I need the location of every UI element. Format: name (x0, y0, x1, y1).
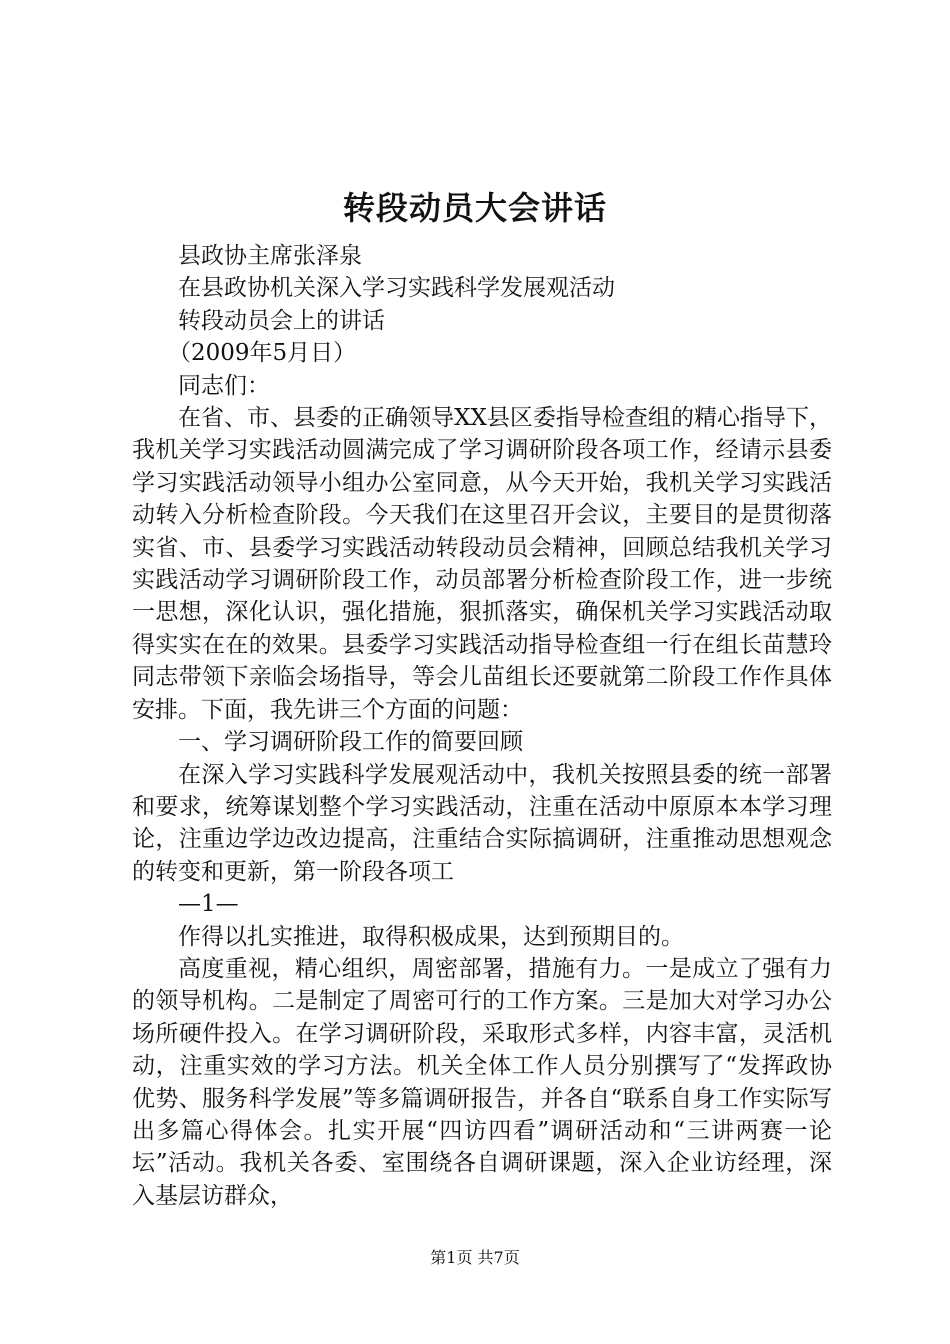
date-line: （2009年5月日） (168, 340, 357, 367)
page-footer: 第1页 共7页 (430, 1248, 520, 1267)
paragraph: 在省、市、县委的正确领导XX县区委指导检查组的精心指导下，我机关学习实践活动圆满完成了学习调研阶段各项工作，经请示县委学习实践活动领导小组办公室同意，从今天开始，我机关学习实践活动转入分析检查阶段。今天我们在这里召开会议，主要目的是贯彻落实省、市、县委学习实践活动转段动员会精神，回顾总结我机关学习实践活动学习调研阶段工作，动员部署分析检查阶段工作，进一步统一思想，深化认识，强化措施，狠抓落实，确保机关学习实践活动取得实实在在的效果。县委学习实践活动指导检查组一行在组长苗慧玲同志带领下亲临会场指导，等会儿苗组长还要就第二阶段工作作具体安排。下面，我先讲三个方面的问题： (132, 405, 832, 723)
paragraph: 作得以扎实推进，取得积极成果，达到预期目的。 (178, 923, 684, 950)
section-heading: 一、学习调研阶段工作的简要回顾 (178, 729, 523, 756)
paragraph: 在深入学习实践科学发展观活动中，我机关按照县委的统一部署和要求，统筹谋划整个学习实践活动，注重在活动中原原本本学习理论，注重边学边改边提高，注重结合实际搞调研，注重推动思想观念的转变和更新，第一阶段各项工 (132, 761, 832, 885)
salutation: 同志们： (178, 372, 270, 399)
document-body (132, 240, 832, 1212)
document-title: 转段动员大会讲话 (342, 189, 607, 227)
speaker-line: 县政协主席张泽泉 (178, 243, 362, 269)
page-marker: —1— (178, 891, 239, 918)
occasion-line-2: 转段动员会上的讲话 (178, 307, 385, 334)
occasion-line-1: 在县政协机关深入学习实践科学发展观活动 (178, 275, 615, 302)
paragraph: 高度重视，精心组织，周密部署，措施有力。一是成立了强有力的领导机构。二是制定了周密可行的工作方案。三是加大对学习办公场所硬件投入。在学习调研阶段，采取形式多样，内容丰富，灵活机动，注重实效的学习方法。机关全体工作人员分别撰写了“发挥政协优势、服务科学发展”等多篇调研报告，并各自“联系自身工作实际写出多篇心得体会。扎实开展“四访四看”调研活动和“三讲两赛一论坛”活动。我机关各委、室围绕各自调研课题，深入企业访经理，深入基层访群众， (132, 955, 832, 1209)
